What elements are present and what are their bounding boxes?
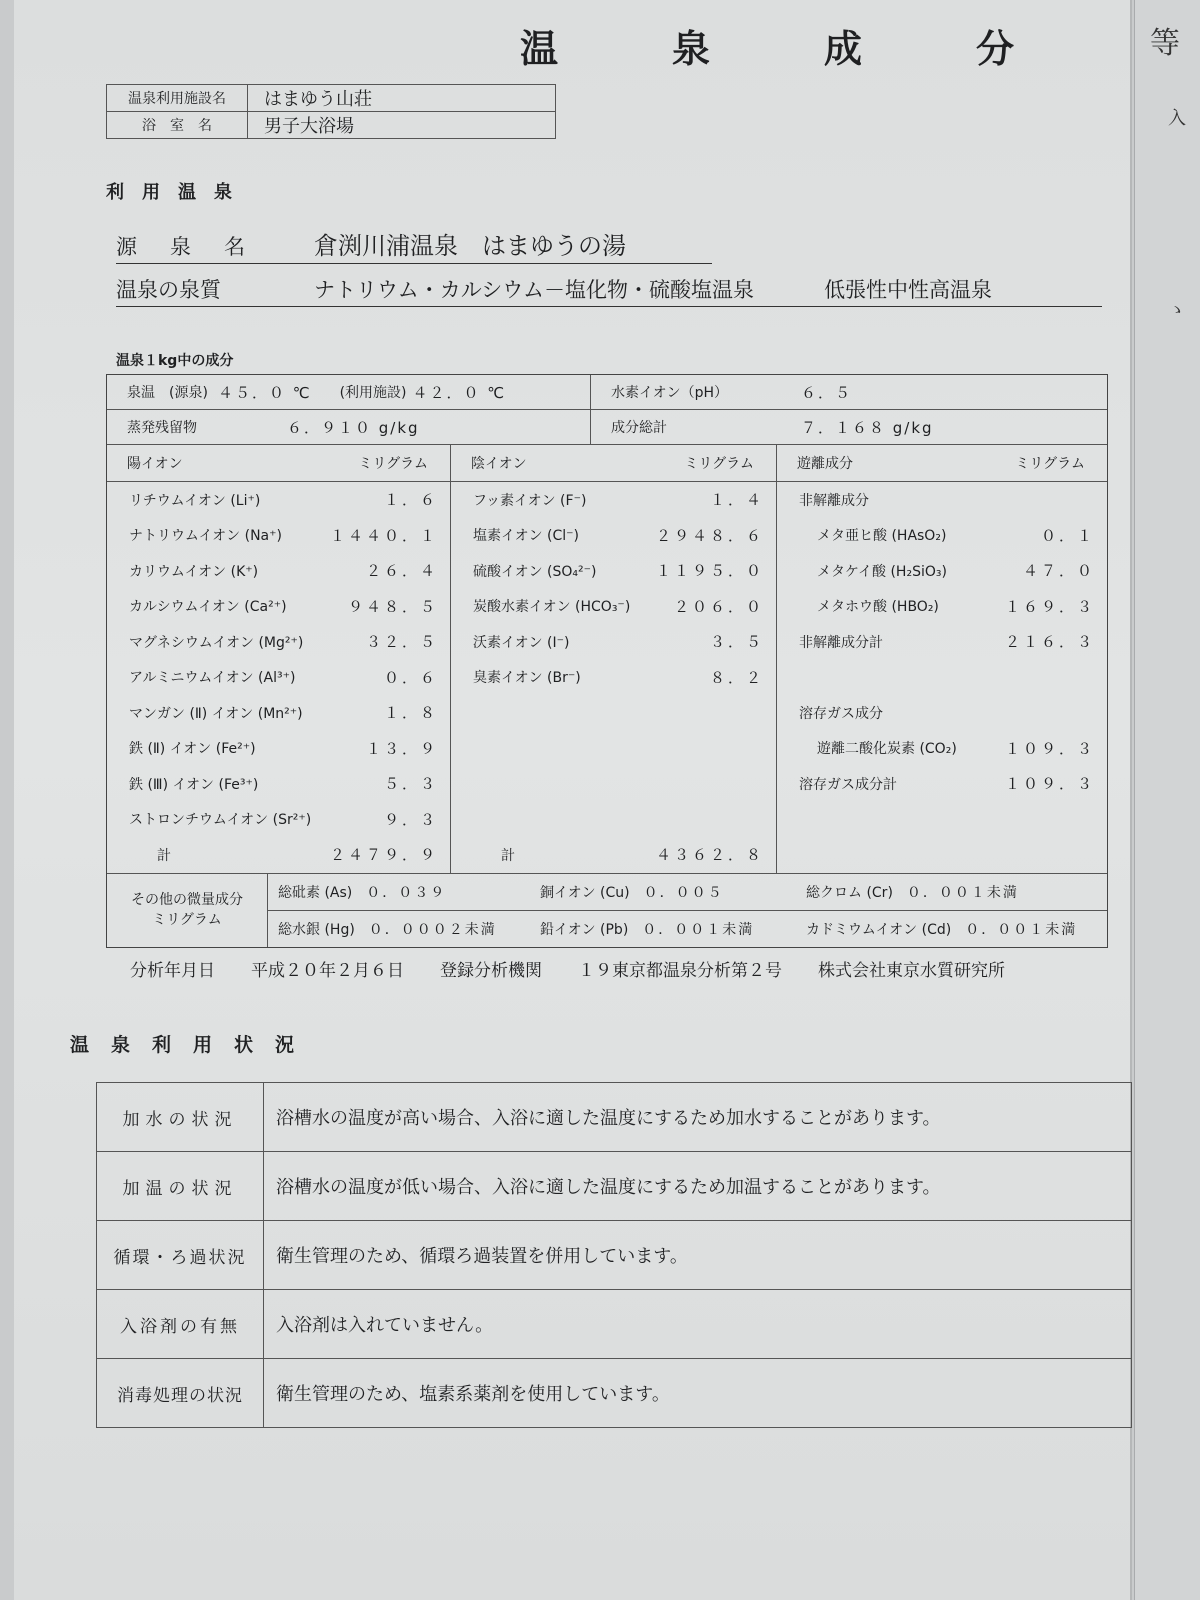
trace-value: ０．００５ [643,884,724,901]
nondissoc-label: 非解離成分 [799,492,869,509]
adjacent-title-char: 等 [1150,26,1180,61]
component-value: ４７．０ [1022,562,1095,581]
usage-value: 浴槽水の温度が高い場合、入浴に適した温度にするため加水することがあります。 [264,1083,1132,1152]
list-item [107,624,450,660]
trace-label [107,874,268,947]
empty-row [451,731,776,767]
trace-values [268,874,1107,947]
ion-name: 塩素イオン (Cl⁻) [473,528,580,545]
free-unit: ミリグラム [1015,456,1085,472]
ion-value: ９４８．５ [347,597,438,616]
ion-value: ３．５ [709,633,764,652]
trace-name: 鉛イオン (Pb) [540,921,629,938]
cation-header [107,445,450,482]
ion-value: １．８ [383,704,438,723]
use-temp-value: ４２．０ ℃ [412,383,507,402]
cation-column [107,445,451,873]
list-item [107,482,450,518]
ion-value: １．４ [709,491,764,510]
list-item [777,518,1107,554]
list-item [107,518,450,554]
ion-name: マグネシウムイオン (Mg²⁺) [129,634,304,651]
temp-row [107,375,1107,410]
trace-item [540,882,806,902]
list-item [451,660,776,696]
list-item [107,553,450,589]
list-item [451,553,776,589]
trace-name: 総水銀 (Hg) [278,921,355,938]
ion-columns [107,445,1107,874]
list-item [451,482,776,518]
quality-value: ナトリウム・カルシウム－塩化物・硫酸塩温泉 [314,278,755,302]
adjacent-char-2: ゝ [1168,300,1186,321]
ion-name: アルミニウムイオン (Al³⁺) [129,670,296,687]
list-item [777,589,1107,625]
ion-value: ２６．４ [365,562,438,581]
facility-label: 温泉利用施設名 [107,85,248,112]
ion-name: カリウムイオン (K⁺) [129,563,259,580]
ion-name: 鉄 (Ⅱ) イオン (Fe²⁺) [129,741,256,758]
table-row [97,1221,1132,1290]
analysis-org-label: 登録分析機関 [440,961,542,981]
usage-value: 入浴剤は入れていません。 [264,1290,1132,1359]
facility-table [106,84,556,139]
usage-value: 衛生管理のため、循環ろ過装置を併用しています。 [264,1221,1132,1290]
facility-value: はまゆう山荘 [248,85,556,112]
ion-value: １３．９ [365,739,438,758]
ion-value: ２９４８．６ [655,526,764,545]
title-char-1: 温 [520,27,561,71]
nondissoc-total-value: ２１６．３ [1004,633,1095,652]
cation-total-row [107,837,450,873]
usage-value: 浴槽水の温度が低い場合、入浴に適した温度にするため加温することがあります。 [264,1152,1132,1221]
trace-value: ０．００１未満 [965,921,1078,938]
anion-total-row [451,837,776,873]
ion-value: １１９５．０ [655,562,764,581]
usage-label: 加温の状況 [97,1152,264,1221]
trace-row [268,874,1107,910]
component-name: メタ亜ヒ酸 (HAsO₂) [817,528,947,545]
list-item [107,695,450,731]
component-name: 遊離二酸化炭素 (CO₂) [817,741,957,758]
list-item [107,731,450,767]
analysis-date-value: 平成２０年２月６日 [251,961,404,981]
ion-value: ０．６ [383,668,438,687]
anion-total-value: ４３６２．８ [655,846,764,865]
trace-name: 総砒素 (As) [278,884,353,901]
ion-name: ストロンチウムイオン (Sr²⁺) [129,812,312,829]
component-name: メタホウ酸 (HBO₂) [817,599,939,616]
adjacent-sheet [1134,0,1200,1600]
empty-row [777,660,1107,696]
ion-name: カルシウムイオン (Ca²⁺) [129,599,287,616]
anion-column [451,445,777,873]
ph-value: ６．５ [801,383,853,402]
ion-value: １４４０．１ [329,526,438,545]
table-row [97,1083,1132,1152]
component-value: １６９．３ [1004,597,1095,616]
quality-label: 温泉の泉質 [116,278,221,302]
trace-name: 銅イオン (Cu) [540,884,630,901]
component-value: １０９．３ [1004,739,1095,758]
ph-cell [591,375,1107,409]
gas-total-row [777,766,1107,802]
ion-value: ３２．５ [365,633,438,652]
table-row [97,1359,1132,1428]
trace-item [540,919,806,939]
list-item [451,518,776,554]
empty-row [451,802,776,838]
cation-header-label: 陽イオン [127,456,183,472]
gas-total-label: 溶存ガス成分計 [799,776,897,793]
trace-name: カドミウムイオン (Cd) [806,921,952,938]
trace-label-line2: ミリグラム [152,912,222,928]
list-item [777,553,1107,589]
component-name: メタケイ酸 (H₂SiO₃) [817,563,947,580]
bath-label: 浴 室 名 [107,112,248,139]
component-value: ０．１ [1040,526,1095,545]
use-temp-label: (利用施設) [339,385,407,401]
analysis-org-name: 株式会社東京水質研究所 [818,961,1005,981]
total-cell [591,410,1107,444]
residue-value: ６．９１０ g/kg [287,418,420,437]
ion-name: 沃素イオン (I⁻) [473,634,570,651]
anion-total-label: 計 [501,847,515,864]
gas-total-value: １０９．３ [1004,775,1095,794]
gas-label: 溶存ガス成分 [799,705,883,722]
composition-caption: 温泉１kg中の成分 [116,353,234,369]
ion-value: １．６ [383,491,438,510]
empty-row [777,802,1107,838]
trace-row [268,910,1107,947]
anion-unit: ミリグラム [684,456,754,472]
ion-name: リチウムイオン (Li⁺) [129,492,261,509]
usage-table [96,1082,1132,1428]
source-label: 源 泉 名 [116,235,251,259]
title-char-3: 成 [824,27,865,71]
composition-table [106,374,1108,948]
usage-value: 衛生管理のため、塩素系薬剤を使用しています。 [264,1359,1132,1428]
bath-value: 男子大浴場 [248,112,556,139]
temp-label: 泉温 (源泉) [127,385,208,401]
trace-label-line1: その他の微量成分 [131,892,243,908]
usage-label: 消毒処理の状況 [97,1359,264,1428]
trace-value: ０．００１未満 [906,884,1019,901]
trace-elements [107,874,1107,947]
empty-row [451,695,776,731]
trace-value: ０．０００２未満 [368,921,497,938]
ion-value: ２０６．０ [673,597,764,616]
free-component-column [777,445,1107,873]
list-item [107,660,450,696]
ion-name: 鉄 (Ⅲ) イオン (Fe³⁺) [129,776,259,793]
title-char-2: 泉 [672,27,713,71]
adjacent-char-1: 入 [1168,108,1186,129]
analysis-date-label: 分析年月日 [130,961,215,981]
usage-label: 加水の状況 [97,1083,264,1152]
trace-value: ０．０３９ [366,884,447,901]
list-item [451,589,776,625]
spring-heading: 利用温泉 [106,182,250,203]
trace-item [806,882,1019,902]
cation-total-label: 計 [157,847,171,864]
total-label: 成分総計 [611,420,667,436]
total-value: ７．１６８ g/kg [801,418,934,437]
nondissoc-total-row [777,624,1107,660]
trace-item [278,919,540,939]
list-item [107,802,450,838]
trace-item [806,919,1077,939]
ion-name: ナトリウムイオン (Na⁺) [129,528,282,545]
ion-name: 硫酸イオン (SO₄²⁻) [473,563,597,580]
list-item [777,731,1107,767]
ion-name: フッ素イオン (F⁻) [473,492,587,509]
usage-label: 循環・ろ過状況 [97,1221,264,1290]
list-item [451,624,776,660]
ion-name: マンガン (Ⅱ) イオン (Mn²⁺) [129,705,303,722]
usage-heading: 温泉利用状況 [70,1034,317,1056]
temp-value: ４５．０ ℃ [217,383,312,402]
free-header [777,445,1107,482]
ion-value: ９．３ [383,810,438,829]
list-item [107,589,450,625]
cation-unit: ミリグラム [358,456,428,472]
table-row [97,1290,1132,1359]
temp-cell [107,375,591,409]
source-value: 倉渕川浦温泉 はまゆうの湯 [314,232,626,260]
cation-total-value: ２４７９．９ [329,846,438,865]
trace-item [278,882,540,902]
title-char-4: 分 [976,27,1017,71]
analysis-org-reg: １９東京都温泉分析第２号 [578,961,782,981]
source-row [116,226,712,264]
table-row [97,1152,1132,1221]
trace-name: 総クロム (Cr) [806,884,893,901]
anion-header [451,445,776,482]
quality-row [116,274,1102,307]
nondissoc-heading [777,482,1107,518]
trace-value: ０．００１未満 [642,921,755,938]
nondissoc-total-label: 非解離成分計 [799,634,883,651]
ion-value: ８．２ [709,668,764,687]
residue-label: 蒸発残留物 [127,420,197,436]
residue-cell [107,410,591,444]
empty-row [451,766,776,802]
quality-class: 低張性中性高温泉 [824,278,993,302]
residue-row [107,410,1107,445]
ph-label: 水素イオン（pH） [611,385,728,401]
gas-heading [777,695,1107,731]
ion-value: ５．３ [383,775,438,794]
ion-name: 臭素イオン (Br⁻) [473,670,581,687]
list-item [107,766,450,802]
usage-label: 入浴剤の有無 [97,1290,264,1359]
page-title [520,18,1128,73]
ion-name: 炭酸水素イオン (HCO₃⁻) [473,599,631,616]
free-header-label: 遊離成分 [797,456,853,472]
anion-header-label: 陰イオン [471,456,527,472]
analysis-info [130,956,1041,981]
